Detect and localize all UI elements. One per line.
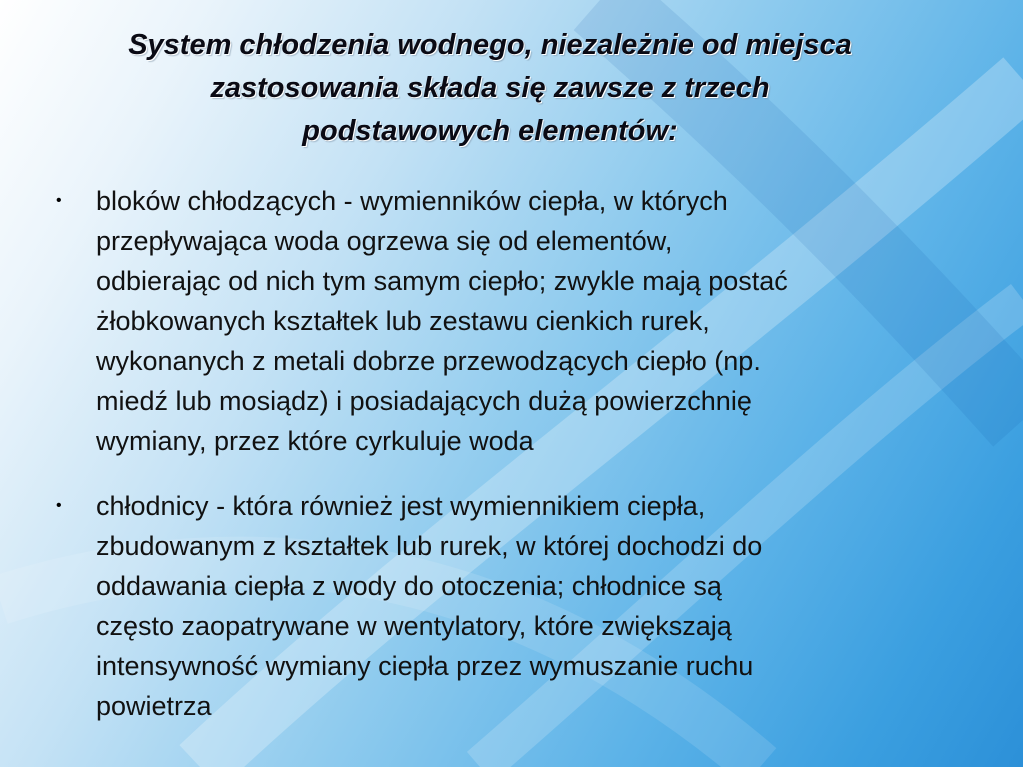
bullet-1-line-7: wymiany, przez które cyrkuluje woda [96,426,534,456]
bullet-1-line-4: żłobkowanych kształtek lub zestawu cienkich rurek, [96,306,710,336]
bullet-1-line-5: wykonanych z metali dobrze przewodzących ciepło (np. [96,346,761,376]
bullet-item-radiator [56,486,976,726]
bullet-2-line-3: oddawania ciepła z wody do otoczenia; chłodnice są [96,571,722,601]
bullet-1-line-3: odbierając od nich tym samym ciepło; zwykle mają postać [96,266,788,296]
bullet-2-line-6: powietrza [96,691,212,721]
title-line-2: zastosowania składa się zawsze z trzech [210,72,770,104]
bullet-2-line-4: często zaopatrywane w wentylatory, które zwiększają [96,611,732,641]
bullet-1-line-6: miedź lub mosiądz) i posiadających dużą powierzchnię [96,386,752,416]
bullet-icon: • [56,192,62,209]
title-line-1: System chłodzenia wodnego, niezależnie od miejsca [128,29,852,61]
bullet-item-cooling-blocks [56,181,976,461]
bullet-icon: • [56,497,62,514]
bullet-1-line-1: bloków chłodzących - wymienników ciepła, w których [96,186,728,216]
bullet-1-line-2: przepływająca woda ogrzewa się od elementów, [96,226,673,256]
bullet-list [56,181,976,751]
slide-title [20,24,960,153]
bullet-2-line-1: chłodnicy - która również jest wymiennikiem ciepła, [96,491,706,521]
bullet-2-line-2: zbudowanym z kształtek lub rurek, w której dochodzi do [96,531,763,561]
bullet-2-line-5: intensywność wymiany ciepła przez wymuszanie ruchu [96,651,754,681]
title-line-3: podstawowych elementów: [302,115,678,147]
